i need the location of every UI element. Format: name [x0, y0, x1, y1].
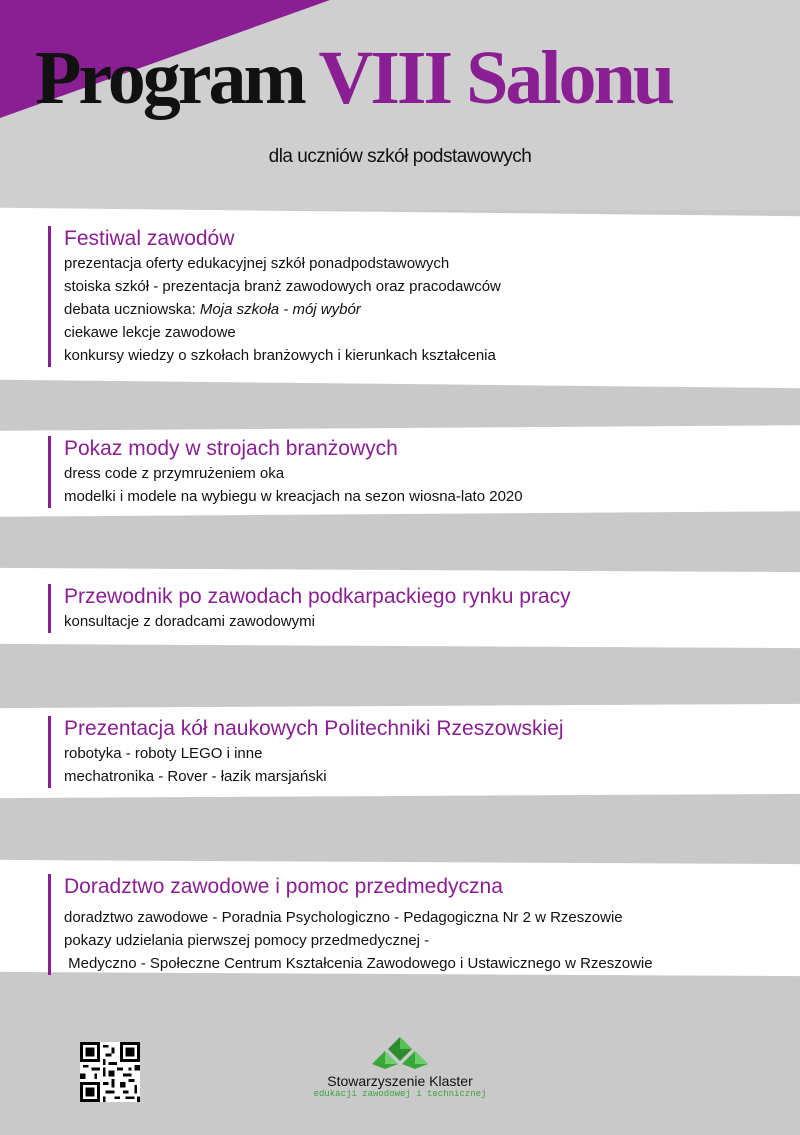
debate-prefix: debata uczniowska: — [64, 301, 200, 318]
debate-title: Moja szkoła - mój wybór — [199, 301, 361, 318]
section-line: doradztwo zawodowe - Poradnia Psychologiczno - Pedagogiczna Nr 2 w Rzeszowie — [64, 909, 623, 926]
section-line: stoiska szkół - prezentacja branż zawodowych oraz pracodawców — [64, 278, 501, 295]
section-festiwal — [48, 226, 501, 367]
section-line: konkursy wiedzy o szkołach branżowych i kierunkach kształcenia — [64, 347, 496, 364]
title-program: Program — [35, 36, 304, 120]
section-title: Pokaz mody w strojach branżowych — [64, 437, 398, 460]
section-line: prezentacja oferty edukacyjnej szkół ponadpodstawowych — [64, 255, 450, 272]
section-line: pokazy udzielania pierwszej pomocy przedmedycznej - — [64, 932, 430, 949]
title-edition: VIII Salonu — [318, 36, 672, 120]
section-przewodnik — [48, 584, 571, 633]
section-doradztwo — [48, 874, 653, 975]
section-line: robotyka - roboty LEGO i inne — [64, 745, 263, 762]
section-line: modelki i modele na wybiegu w kreacjach na sezon wiosna-lato 2020 — [64, 488, 523, 505]
section-title: Festiwal zawodów — [64, 227, 235, 250]
section-kola-naukowe — [48, 716, 564, 788]
section-title: Przewodnik po zawodach podkarpackiego rynku pracy — [64, 585, 571, 608]
section-line: dress code z przymrużeniem oka — [64, 465, 285, 482]
section-line: Medyczno - Społeczne Centrum Kształcenia Zawodowego i Ustawicznego w Rzeszowie — [64, 955, 653, 972]
section-line-debate — [64, 298, 501, 321]
klaster-logo — [300, 1035, 500, 1099]
section-line: ciekawe lekcje zawodowe — [64, 324, 236, 341]
section-title: Doradztwo zawodowe i pomoc przedmedyczna — [64, 875, 503, 898]
logo-tagline: edukacji zawodowej i technicznej — [313, 1089, 487, 1099]
section-line: mechatronika - Rover - łazik marsjański — [64, 768, 327, 785]
section-pokaz-mody — [48, 436, 523, 508]
logo-name: Stowarzyszenie Klaster — [327, 1073, 473, 1089]
section-title: Prezentacja kół naukowych Politechniki Rzeszowskiej — [64, 717, 564, 740]
qr-code[interactable] — [80, 1042, 140, 1102]
section-line: konsultacje z doradcami zawodowymi — [64, 613, 315, 630]
klaster-logo-icon — [365, 1035, 435, 1071]
page-subtitle: dla uczniów szkół podstawowych — [268, 146, 532, 167]
page-title — [35, 36, 672, 120]
